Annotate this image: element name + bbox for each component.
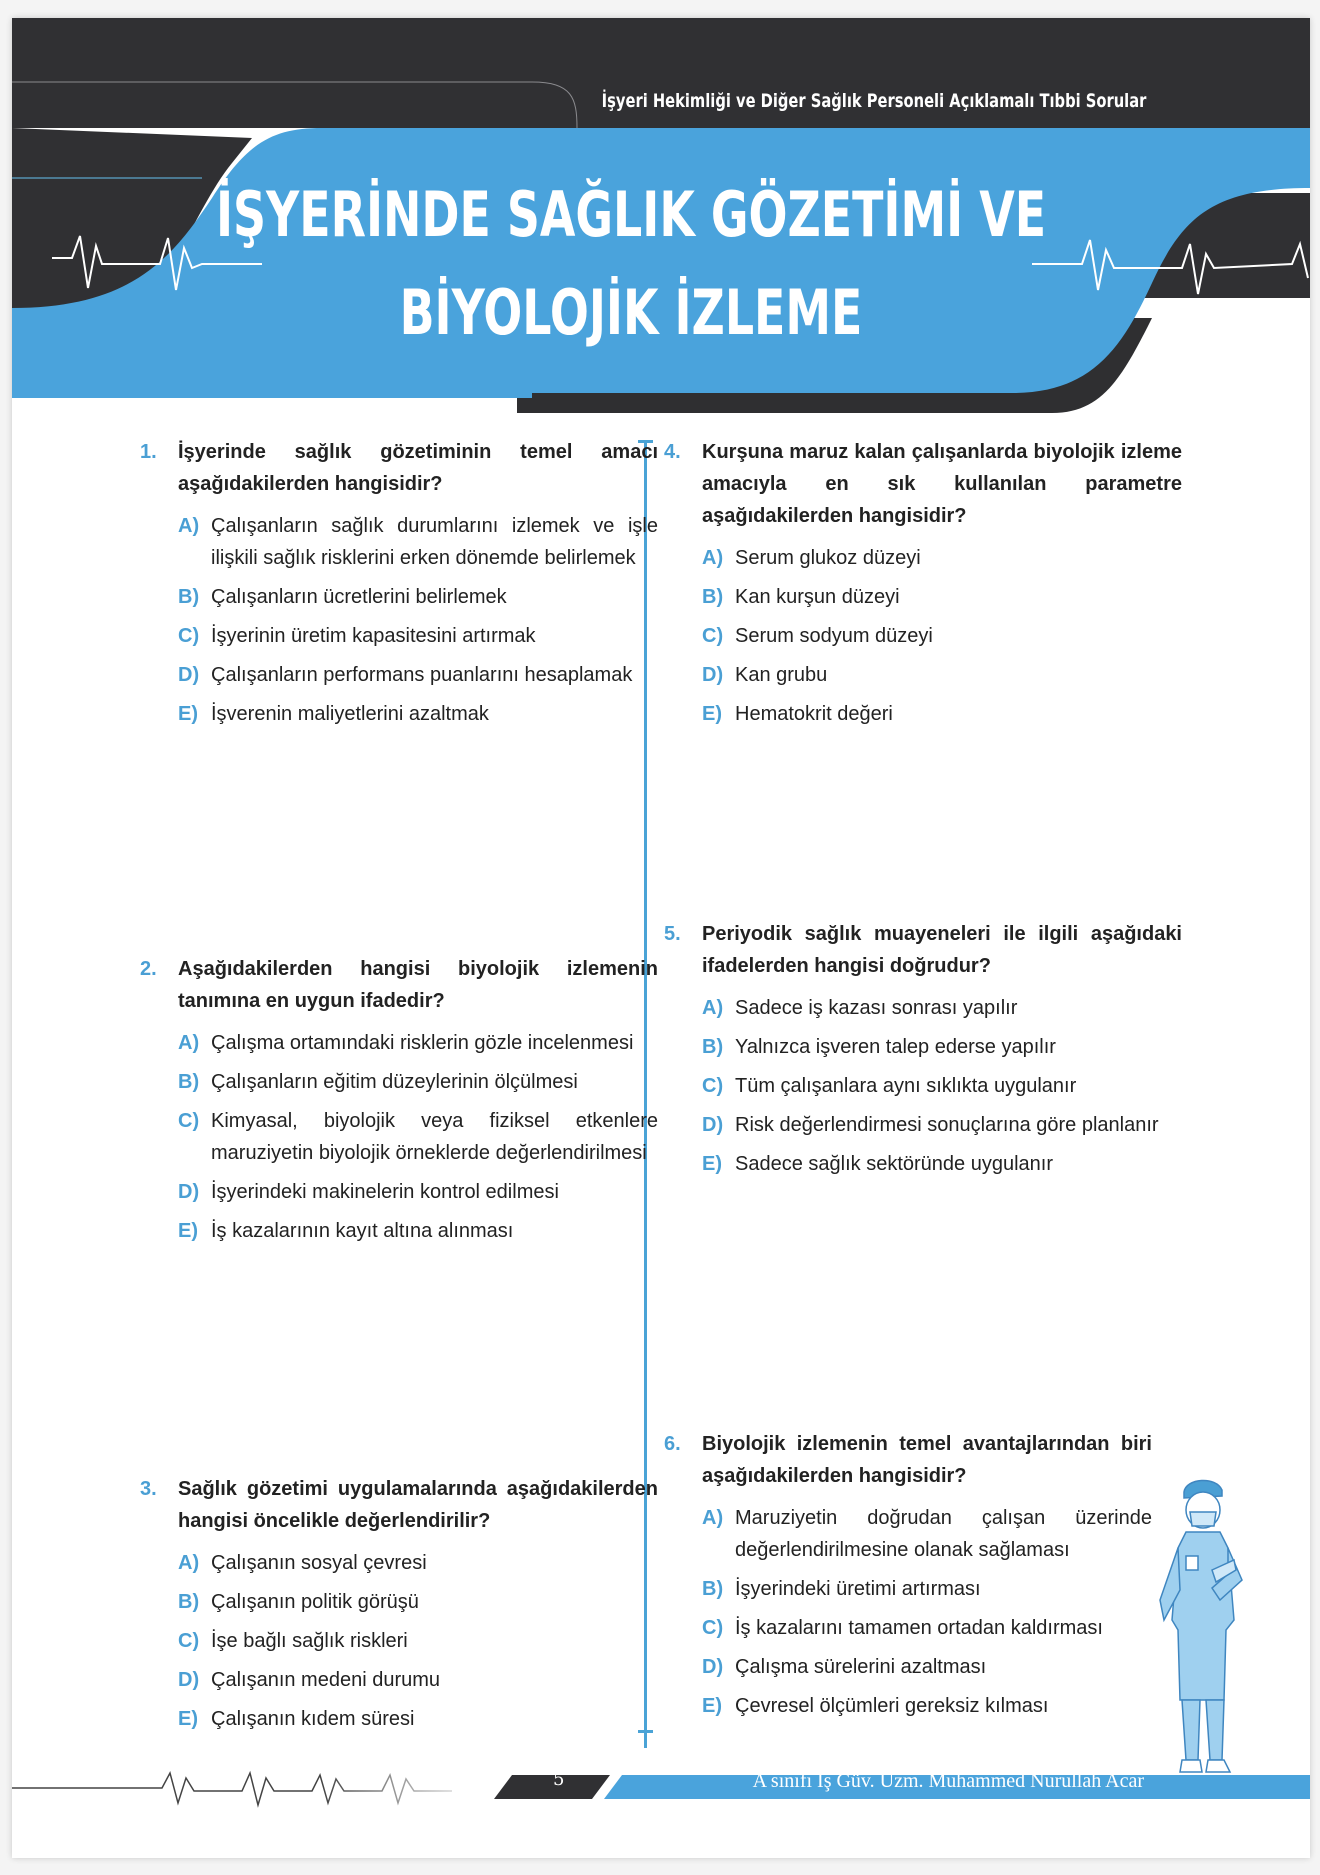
option-b[interactable]: B) İşyerindeki üretimi artırması bbox=[702, 1578, 981, 1600]
page-title-line2: BİYOLOJİK İZLEME bbox=[399, 276, 863, 349]
option-a[interactable]: A) Sadece iş kazası sonrası yapılır bbox=[702, 997, 1018, 1019]
option-e[interactable]: E) Hematokrit değeri bbox=[702, 703, 893, 725]
question-stem: Biyolojik izlemenin temel avantajlarından biri aşağıdakilerden hangisidir? bbox=[702, 1433, 1152, 1487]
option-a[interactable]: A) Çalışanın sosyal çevresi bbox=[178, 1552, 427, 1574]
option-b[interactable]: B) Yalnızca işveren talep ederse yapılır bbox=[702, 1036, 1056, 1058]
question-number: 4. bbox=[664, 441, 681, 463]
question-number: 5. bbox=[664, 923, 681, 945]
option-b[interactable]: B) Çalışanların ücretlerini belirlemek bbox=[178, 586, 507, 608]
option-e[interactable]: E) Çalışanın kıdem süresi bbox=[178, 1708, 415, 1730]
option-a[interactable]: A) Serum glukoz düzeyi bbox=[702, 547, 921, 569]
question-stem: Sağlık gözetimi uygulamalarında aşağıdakilerden hangisi öncelikle değerlendirilir? bbox=[178, 1478, 658, 1532]
option-c[interactable]: C) Tüm çalışanlara aynı sıklıkta uygulanır bbox=[702, 1075, 1077, 1097]
option-b[interactable]: B) Çalışanların eğitim düzeylerinin ölçülmesi bbox=[178, 1071, 578, 1093]
page-number-tab bbox=[494, 1775, 610, 1799]
question-number: 1. bbox=[140, 441, 157, 463]
option-c[interactable]: C) İşyerinin üretim kapasitesini artırmak bbox=[178, 625, 536, 647]
page-number: 5 bbox=[553, 1769, 565, 1790]
option-d[interactable]: D) Risk değerlendirmesi sonuçlarına göre planlanır bbox=[702, 1114, 1159, 1136]
series-title: İşyeri Hekimliği ve Diğer Sağlık Personeli Açıklamalı Tıbbi Sorular bbox=[601, 90, 1146, 112]
question-stem: İşyerinde sağlık gözetiminin temel amacı aşağıdakilerden hangisidir? bbox=[178, 441, 658, 495]
option-e[interactable]: E) Çevresel ölçümleri gereksiz kılması bbox=[702, 1695, 1049, 1717]
question-2 bbox=[140, 953, 658, 1254]
option-e[interactable]: E) İşverenin maliyetlerini azaltmak bbox=[178, 703, 489, 725]
question-number: 6. bbox=[664, 1433, 681, 1455]
question-3 bbox=[140, 1473, 658, 1742]
question-5 bbox=[664, 918, 1182, 1187]
option-d[interactable]: D) Çalışanın medeni durumu bbox=[178, 1669, 441, 1691]
author-credit: A sınıfı İş Güv. Uzm. Muhammed Nurullah Acar bbox=[752, 1770, 1144, 1792]
question-number: 3. bbox=[140, 1478, 157, 1500]
page-title-line1: İŞYERİNDE SAĞLIK GÖZETİMİ VE bbox=[215, 178, 1047, 251]
option-b[interactable]: B) Çalışanın politik görüşü bbox=[178, 1591, 419, 1613]
option-c[interactable]: C) Kimyasal, biyolojik veya fiziksel etkenlere maruziyetin biyolojik örneklerde değerlendirilmesi bbox=[178, 1110, 658, 1164]
option-a[interactable]: A) Çalışma ortamındaki risklerin gözle incelenmesi bbox=[178, 1032, 634, 1054]
question-stem: Periyodik sağlık muayeneleri ile ilgili aşağıdaki ifadelerden hangisi doğrudur? bbox=[702, 923, 1182, 977]
question-6 bbox=[664, 1428, 1152, 1729]
option-b[interactable]: B) Kan kurşun düzeyi bbox=[702, 586, 900, 608]
question-4 bbox=[664, 436, 1182, 737]
option-a[interactable]: A) Çalışanların sağlık durumlarını izlemek ve işle ilişkili sağlık risklerini erken dönemde belirlemek bbox=[178, 515, 658, 569]
option-a[interactable]: A) Maruziyetin doğrudan çalışan üzerinde değerlendirilmesine olanak sağlaması bbox=[702, 1507, 1152, 1561]
option-d[interactable]: D) Kan grubu bbox=[702, 664, 828, 686]
option-c[interactable]: C) İşe bağlı sağlık riskleri bbox=[178, 1630, 408, 1652]
option-c[interactable]: C) Serum sodyum düzeyi bbox=[702, 625, 933, 647]
option-d[interactable]: D) İşyerindeki makinelerin kontrol edilmesi bbox=[178, 1181, 559, 1203]
option-e[interactable]: E) Sadece sağlık sektöründe uygulanır bbox=[702, 1153, 1053, 1175]
question-stem: Kurşuna maruz kalan çalışanlarda biyolojik izleme amacıyla en sık kullanılan parametre aşağıdakilerden hangisidir? bbox=[702, 441, 1182, 527]
question-number: 2. bbox=[140, 958, 157, 980]
doctor-illustration bbox=[1150, 1470, 1260, 1780]
option-c[interactable]: C) İş kazalarını tamamen ortadan kaldırması bbox=[702, 1617, 1103, 1639]
option-e[interactable]: E) İş kazalarının kayıt altına alınması bbox=[178, 1220, 514, 1242]
option-d[interactable]: D) Çalışma sürelerini azaltması bbox=[702, 1656, 987, 1678]
option-d[interactable]: D) Çalışanların performans puanlarını hesaplamak bbox=[178, 664, 633, 686]
question-stem: Aşağıdakilerden hangisi biyolojik izlemenin tanımına en uygun ifadedir? bbox=[178, 958, 658, 1012]
page bbox=[12, 18, 1310, 1858]
question-1 bbox=[140, 436, 658, 737]
